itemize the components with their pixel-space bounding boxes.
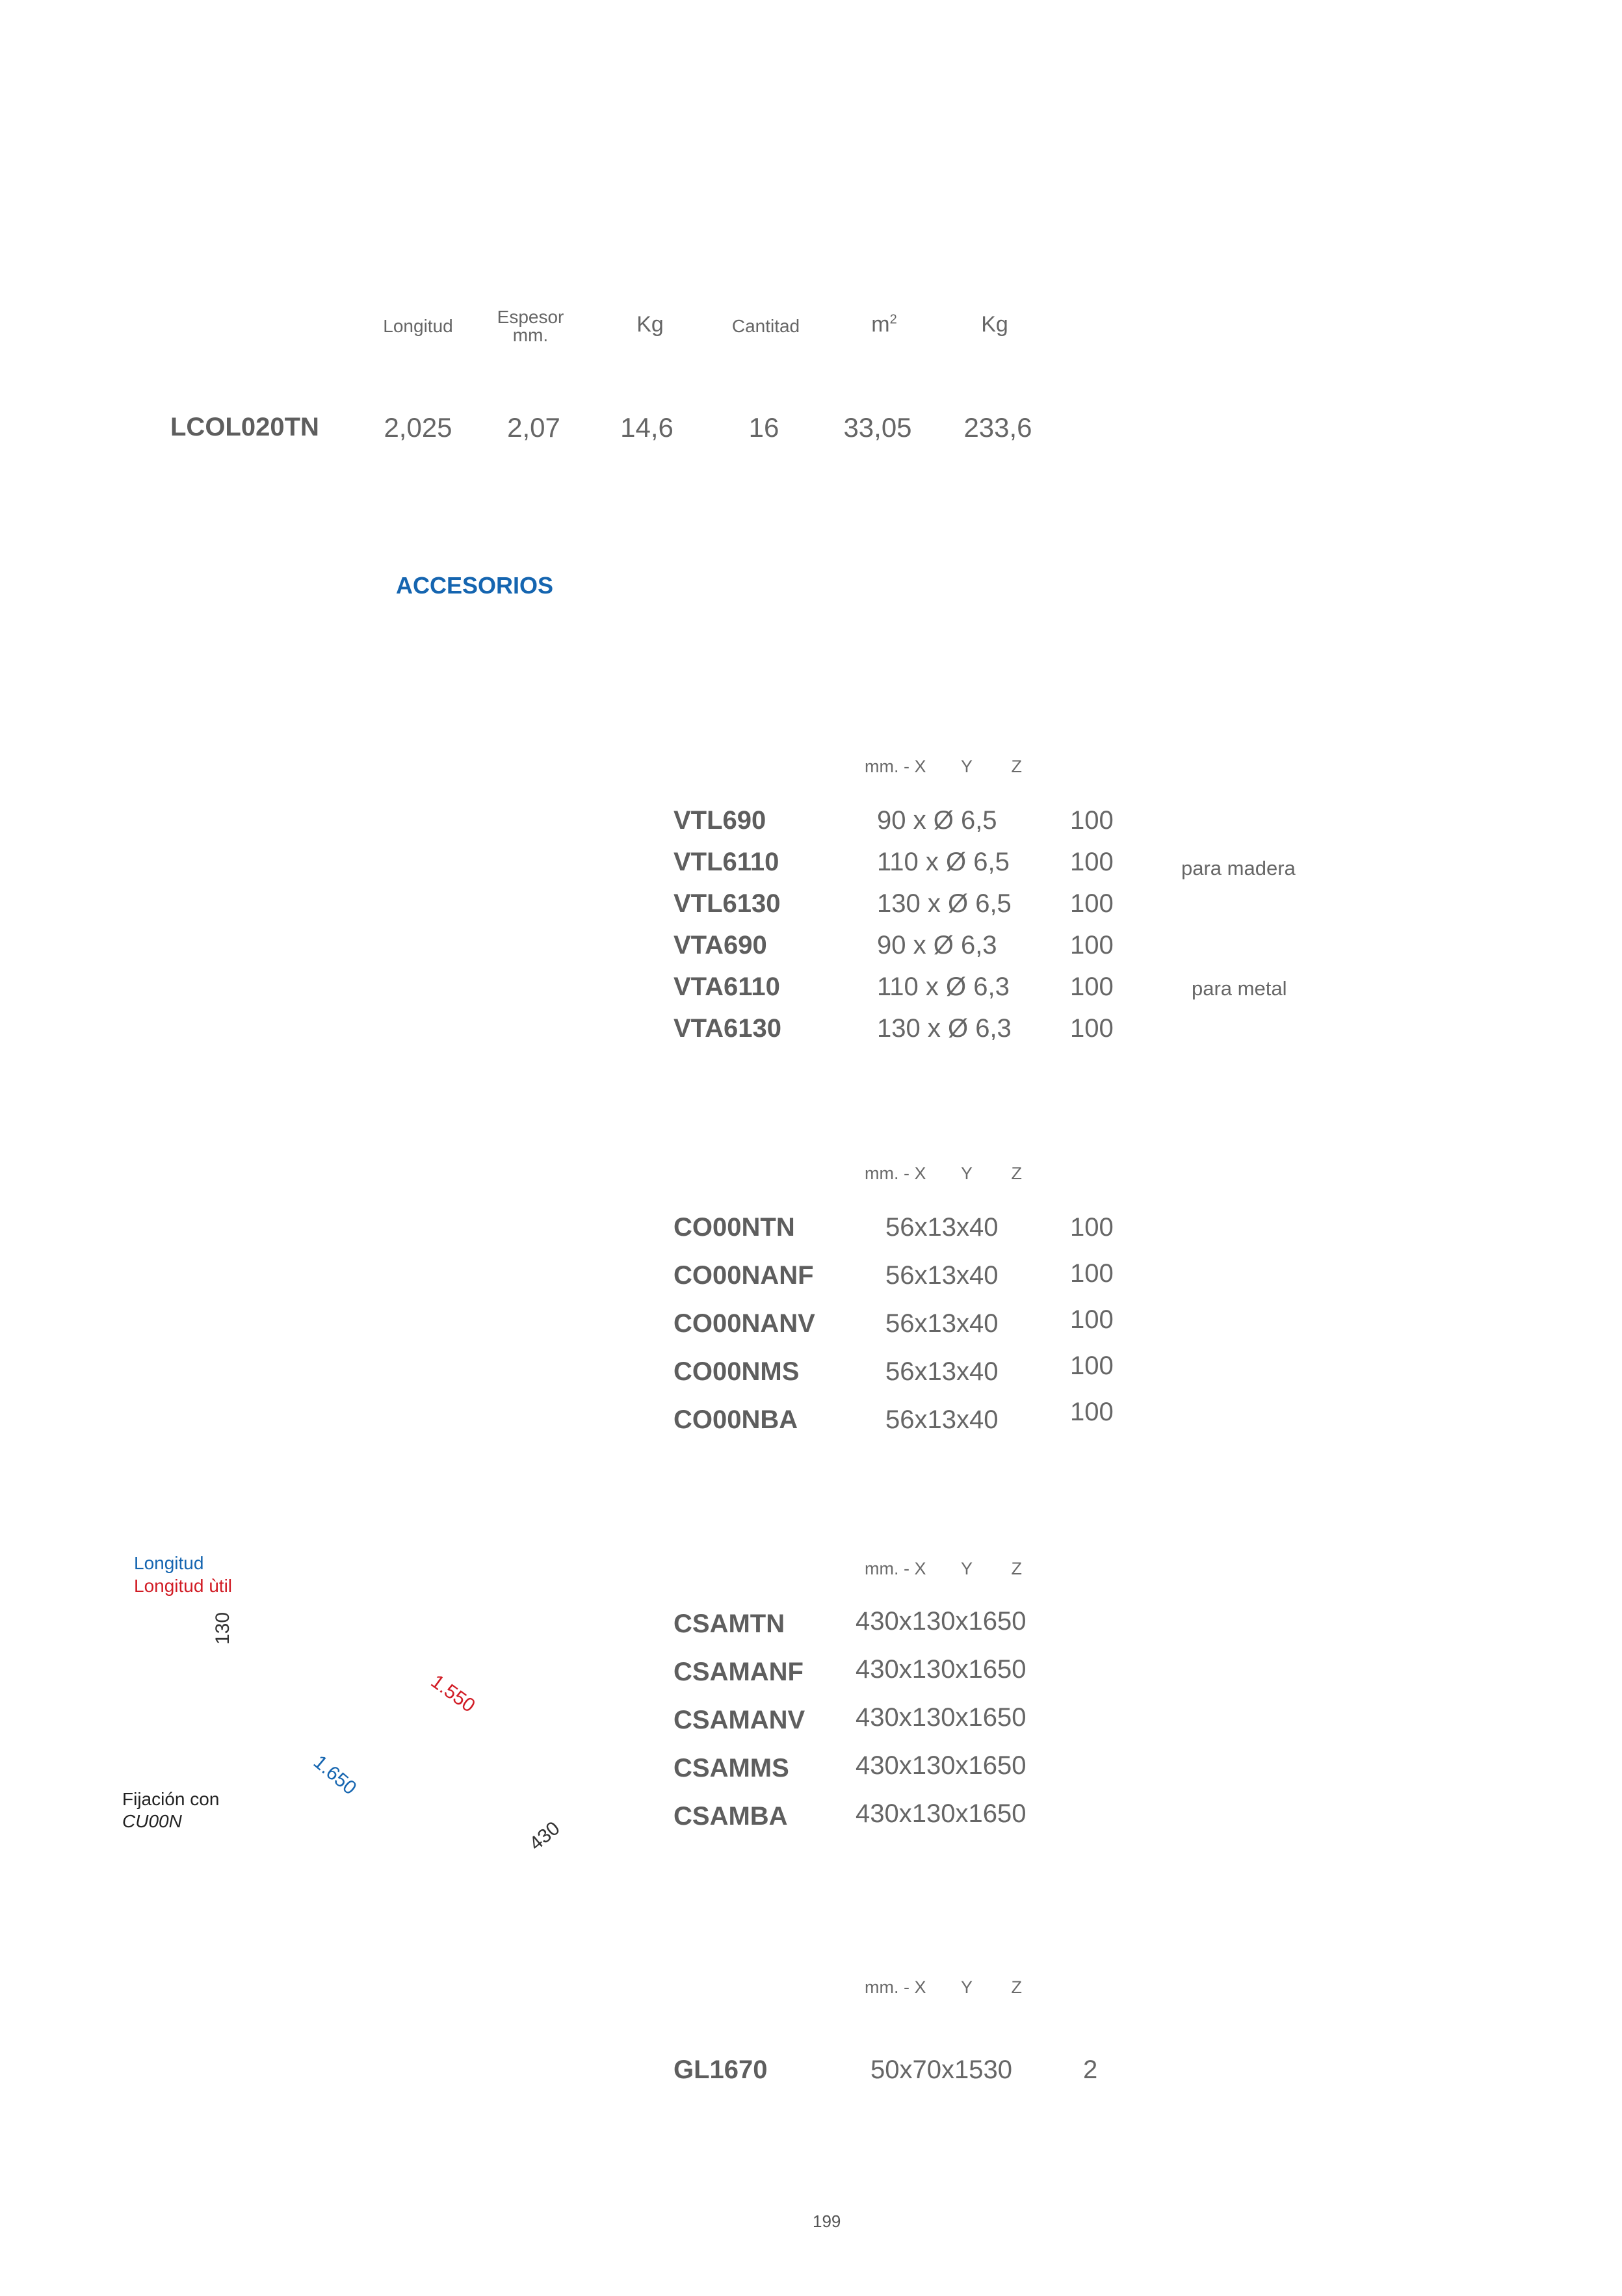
dims-header-y: Y	[961, 757, 973, 776]
screw-code: VTL6130	[674, 889, 781, 918]
connector-qty: 100	[1070, 1351, 1114, 1380]
accesorios-title: ACCESORIOS	[396, 572, 554, 599]
connector-qty: 100	[1070, 1305, 1114, 1334]
dims-header-x: mm. - X	[865, 1977, 926, 1997]
connector-code: CO00NANF	[674, 1261, 814, 1290]
screw-qty: 100	[1070, 1014, 1114, 1043]
note-para-madera: para madera	[1181, 857, 1296, 880]
fixing-code: CU00N	[122, 1811, 182, 1831]
header-espesor	[491, 308, 569, 345]
screw-code: VTL690	[674, 806, 766, 835]
fixing-text: Fijación con	[122, 1789, 220, 1809]
final-code: CSAMTN	[674, 1610, 785, 1638]
value-kg-total: 233,6	[963, 412, 1032, 443]
connectors-dims-header	[865, 1164, 1022, 1184]
screw-code: VTA6110	[674, 972, 780, 1001]
final-code: CSAMANV	[674, 1706, 805, 1734]
note-para-metal: para metal	[1192, 977, 1287, 1000]
legend-longitud-util: Longitud ùtil	[134, 1576, 233, 1596]
dim-height-label: 130	[212, 1611, 233, 1645]
final-dim: 430x130x1650	[856, 1607, 1027, 1636]
dims-header-x: mm. - X	[865, 757, 926, 776]
screw-dim: 130 x Ø 6,5	[877, 889, 1012, 918]
gasket-dims-header	[865, 1977, 1022, 1998]
dims-header-y: Y	[961, 1559, 973, 1578]
value-espesor: 2,07	[507, 412, 560, 443]
final-code: CSAMMS	[674, 1754, 789, 1782]
screw-code: VTA690	[674, 931, 767, 959]
connector-dim: 56x13x40	[885, 1405, 999, 1434]
final-dim: 430x130x1650	[856, 1751, 1027, 1780]
dims-header-z: Z	[1011, 1559, 1023, 1578]
header-m2-base: m	[871, 312, 890, 337]
dims-header-x: mm. - X	[865, 1164, 926, 1183]
screw-dim: 110 x Ø 6,5	[877, 848, 1010, 876]
dim-util-label: 1.550	[426, 1671, 479, 1717]
connector-code: CO00NMS	[674, 1357, 800, 1386]
connector-code: CO00NTN	[674, 1213, 795, 1242]
dims-header-y: Y	[961, 1977, 973, 1997]
connector-qty: 100	[1070, 1213, 1114, 1242]
gasket-dim: 50x70x1530	[870, 2055, 1012, 2084]
screw-qty: 100	[1070, 931, 1114, 959]
value-kg: 14,6	[620, 412, 674, 443]
header-espesor-line1: Espesor	[497, 307, 564, 327]
final-dim: 430x130x1650	[856, 1655, 1027, 1684]
gasket-qty: 2	[1083, 2055, 1098, 2084]
screw-dim: 130 x Ø 6,3	[877, 1014, 1012, 1043]
screw-qty: 100	[1070, 889, 1114, 918]
screws-dims-header	[865, 757, 1022, 777]
screw-dim: 90 x Ø 6,5	[877, 806, 997, 835]
value-longitud: 2,025	[384, 412, 452, 443]
screw-dim: 90 x Ø 6,3	[877, 931, 997, 959]
screw-qty: 100	[1070, 972, 1114, 1001]
header-kg-total: Kg	[981, 312, 1008, 337]
dims-header-y: Y	[961, 1164, 973, 1183]
dims-header-z: Z	[1011, 757, 1023, 776]
header-cantitad: Cantitad	[731, 316, 800, 336]
product-code: LCOL020TN	[170, 413, 319, 441]
page-number: 199	[813, 2211, 841, 2231]
screw-qty: 100	[1070, 848, 1114, 876]
connector-dim: 56x13x40	[885, 1213, 999, 1242]
connector-dim: 56x13x40	[885, 1357, 999, 1386]
final-code: CSAMBA	[674, 1802, 788, 1831]
connector-dim: 56x13x40	[885, 1261, 999, 1290]
dim-width-label: 430	[525, 1817, 564, 1855]
connector-code: CO00NBA	[674, 1405, 798, 1434]
screw-code: VTL6110	[674, 848, 779, 876]
connector-qty: 100	[1070, 1259, 1114, 1288]
header-kg: Kg	[636, 312, 664, 337]
header-m2	[858, 312, 910, 337]
final-dim: 430x130x1650	[856, 1703, 1027, 1732]
dims-header-z: Z	[1011, 1164, 1023, 1183]
screw-qty: 100	[1070, 806, 1114, 835]
final-dim: 430x130x1650	[856, 1799, 1027, 1828]
dims-header-x: mm. - X	[865, 1559, 926, 1578]
connector-qty: 100	[1070, 1398, 1114, 1426]
final-code: CSAMANF	[674, 1658, 804, 1686]
header-m2-sup: 2	[889, 312, 897, 327]
connector-dim: 56x13x40	[885, 1309, 999, 1338]
screw-code: VTA6130	[674, 1014, 782, 1043]
value-cantitad: 16	[748, 412, 779, 443]
header-espesor-line2: mm.	[512, 325, 549, 345]
gasket-code: GL1670	[674, 2055, 768, 2084]
dim-length-label: 1.650	[309, 1751, 361, 1799]
header-longitud: Longitud	[383, 316, 453, 336]
connector-code: CO00NANV	[674, 1309, 815, 1338]
legend-longitud: Longitud	[134, 1553, 204, 1573]
dims-header-z: Z	[1011, 1977, 1023, 1997]
finals-dims-header	[865, 1559, 1022, 1579]
value-m2: 33,05	[843, 412, 912, 443]
screw-dim: 110 x Ø 6,3	[877, 972, 1010, 1001]
